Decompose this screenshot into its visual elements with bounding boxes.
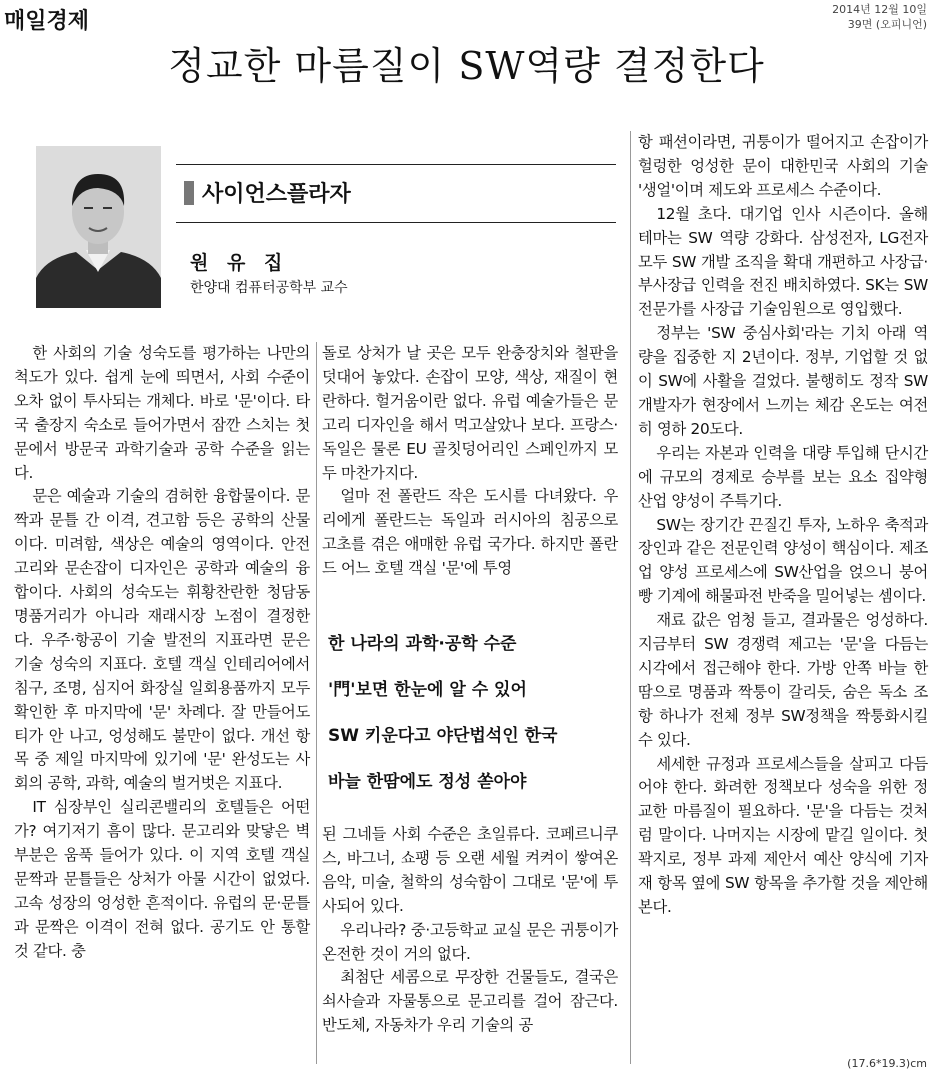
pull-quote-line: SW 키운다고 야단법석인 한국: [328, 726, 558, 746]
pull-quote-line: 바늘 한땀에도 정성 쏟아야: [328, 772, 527, 792]
column-title-text: 사이언스플라자: [202, 182, 351, 207]
body-column-2-top: [322, 342, 618, 581]
paragraph: 우리나라? 중·고등학교 교실 문은 귀퉁이가 온전한 것이 거의 없다.: [322, 920, 618, 963]
author-photo: [36, 146, 161, 308]
author-name: 원 유 집: [190, 252, 289, 274]
pull-quote: [328, 624, 618, 808]
body-column-2-bottom: [322, 823, 618, 1038]
author-affiliation: 한양대 컴퓨터공학부 교수: [190, 280, 348, 296]
column-title: [184, 177, 351, 208]
paragraph: 최첨단 세콤으로 무장한 건물들도, 결국은 쇠사슬과 자물통으로 문고리를 걸어 잠근다. 반도체, 자동차가 우리 기술의 공: [322, 968, 618, 1035]
paragraph: 문은 예술과 기술의 겸허한 융합물이다. 문짝과 문틀 간 이격, 견고함 등은 공학의 산물이다. 미려함, 색상은 예술의 영역이다. 안전고리와 문손잡이 디자인은 공학과 예술의 융합이다. 사회의 성숙도는 휘황찬란한 청담동 명품거리가 아니라 재래시장 노점이 결정한다. 우주·항공이 기술 발전의 지표라면 문은 기술 성숙의 지표다. 호텔 객실 인테리어에서 침구, 조명, 심지어 화장실 일회용품까지 모두 확인한 후 마지막에 '문' 차례다. 잘 만들어도 티가 안 나고, 엉성해도 불만이 없다. 개선 항목 중 제일 마지막에 있기에 '문' 완성도는 사회의 공학, 과학, 예술의 벌거벗은 지표다.: [14, 487, 310, 793]
column-header-top-rule: [176, 164, 616, 165]
paragraph: 항 패션이라면, 귀퉁이가 떨어지고 손잡이가 헐렁한 엉성한 문이 대한민국 사회의 기술 '생얼'이며 제도와 프로세스 수준이다.: [638, 133, 928, 199]
body-column-3: [638, 131, 928, 920]
paragraph: SW는 장기간 끈질긴 투자, 노하우 축적과 장인과 같은 전문인력 양성이 핵심이다. 제조업 양성 프로세스에 SW산업을 얹으니 붕어빵 기계에 해물파전 반죽을 밀어넣는 셈이다.: [638, 515, 928, 606]
body-column-1: [14, 342, 310, 964]
portrait-image: [36, 146, 161, 308]
column-title-bar: [184, 181, 194, 205]
publication-date: 2014년 12월 10일: [832, 3, 927, 16]
paragraph: 세세한 규정과 프로세스들을 살피고 다듬어야 한다. 화려한 정책보다 성숙을 위한 정교한 마름질이 필요하다. '문'을 다듬는 것처럼 말이다. 나머지는 시장에 맡길 일이다. 첫 꽉지로, 정부 과제 제안서 예산 양식에 기자재 항목 옆에 SW 항목을 추가할 것을 제안해 본다.: [638, 754, 928, 916]
paragraph: 돌로 상처가 날 곳은 모두 완충장치와 철판을 덧대어 놓았다. 손잡이 모양, 색상, 재질이 현란하다. 헐거움이란 없다. 유럽 예술가들은 문고리 디자인을 해서 먹고살았나 보다. 프랑스·독일은 물론 EU 골칫덩어리인 스페인까지 모두 마찬가지다.: [322, 344, 618, 482]
paragraph: 12월 초다. 대기업 인사 시즌이다. 올해 테마는 SW 역량 강화다. 삼성전자, LG전자 모두 SW 개발 조직을 확대 개편하고 사장급·부사장급 인력을 전진 배치하였다. SK는 SW 전문가를 사장급 기술임원으로 영입했다.: [638, 204, 928, 319]
paragraph: 된 그네들 사회 수준은 초일류다. 코페르니쿠스, 바그너, 쇼팽 등 오랜 세월 켜켜이 쌓여온 음악, 미술, 철학의 성숙함이 그대로 '문'에 투사되어 있다.: [322, 825, 618, 915]
paragraph: 얼마 전 폴란드 작은 도시를 다녀왔다. 우리에게 폴란드는 독일과 러시아의 침공으로 고초를 겪은 애매한 유럽 국가다. 하지만 폴란드 어느 호텔 객실 '문'에 투영: [322, 487, 618, 578]
paragraph: 정부는 'SW 중심사회'라는 기치 아래 역량을 집중한 지 2년이다. 정부, 기업할 것 없이 SW에 사활을 걸었다. 불행히도 정작 SW 개발자가 현장에서 느끼는 체감 온도는 여전히 영하 20도다.: [638, 324, 928, 438]
paragraph: 한 사회의 기술 성숙도를 평가하는 나만의 척도가 있다. 쉽게 눈에 띄면서, 사회 수준이 오차 없이 투사되는 개체다. 바로 '문'이다. 타국 출장지 숙소로 들어가면서 잠깐 스치는 첫 문에서 방문국 과학기술과 공학 수준을 읽는다.: [14, 344, 310, 482]
headline: 정교한 마름질이 SW역량 결정한다: [168, 44, 765, 88]
column-divider: [316, 342, 317, 1064]
column-header-bottom-rule: [176, 222, 616, 223]
dateline: [832, 2, 927, 32]
paragraph: 재료 값은 엄청 들고, 결과물은 엉성하다. 지금부터 SW 경쟁력 제고는 '문'을 다듬는 시각에서 접근해야 한다. 가방 안쪽 바늘 한 땀으로 명품과 짝퉁이 갈리듯, 숨은 독소 조항 하나가 전체 정부 SW정책을 짝퉁화시킬 수 있다.: [638, 611, 928, 749]
article-size-note: (17.6*19.3)cm: [847, 1057, 927, 1070]
pull-quote-line: '門'보면 한눈에 알 수 있어: [328, 680, 527, 700]
paragraph: 우리는 자본과 인력을 대량 투입해 단시간에 규모의 경제로 승부를 보는 요소 집약형 산업 양성이 주특기다.: [638, 443, 928, 510]
pull-quote-line: 한 나라의 과학·공학 수준: [328, 634, 517, 654]
column-divider: [630, 131, 631, 1064]
paragraph: IT 심장부인 실리콘밸리의 호텔들은 어떤가? 여기저기 흠이 많다. 문고리와 맞닿은 벽 부분은 움푹 들어가 있다. 이 지역 호텔 객실 문짝과 문틀들은 상처가 아물 시간이 없었다. 고속 성장의 엉성한 흔적이다. 유럽의 문·문틀과 문짝은 이격이 전혀 없다. 공기도 안 통할 것 같다. 충: [14, 798, 310, 960]
page-section: 39면 (오피니언): [847, 18, 927, 31]
newspaper-masthead: 매일경제: [4, 9, 90, 34]
